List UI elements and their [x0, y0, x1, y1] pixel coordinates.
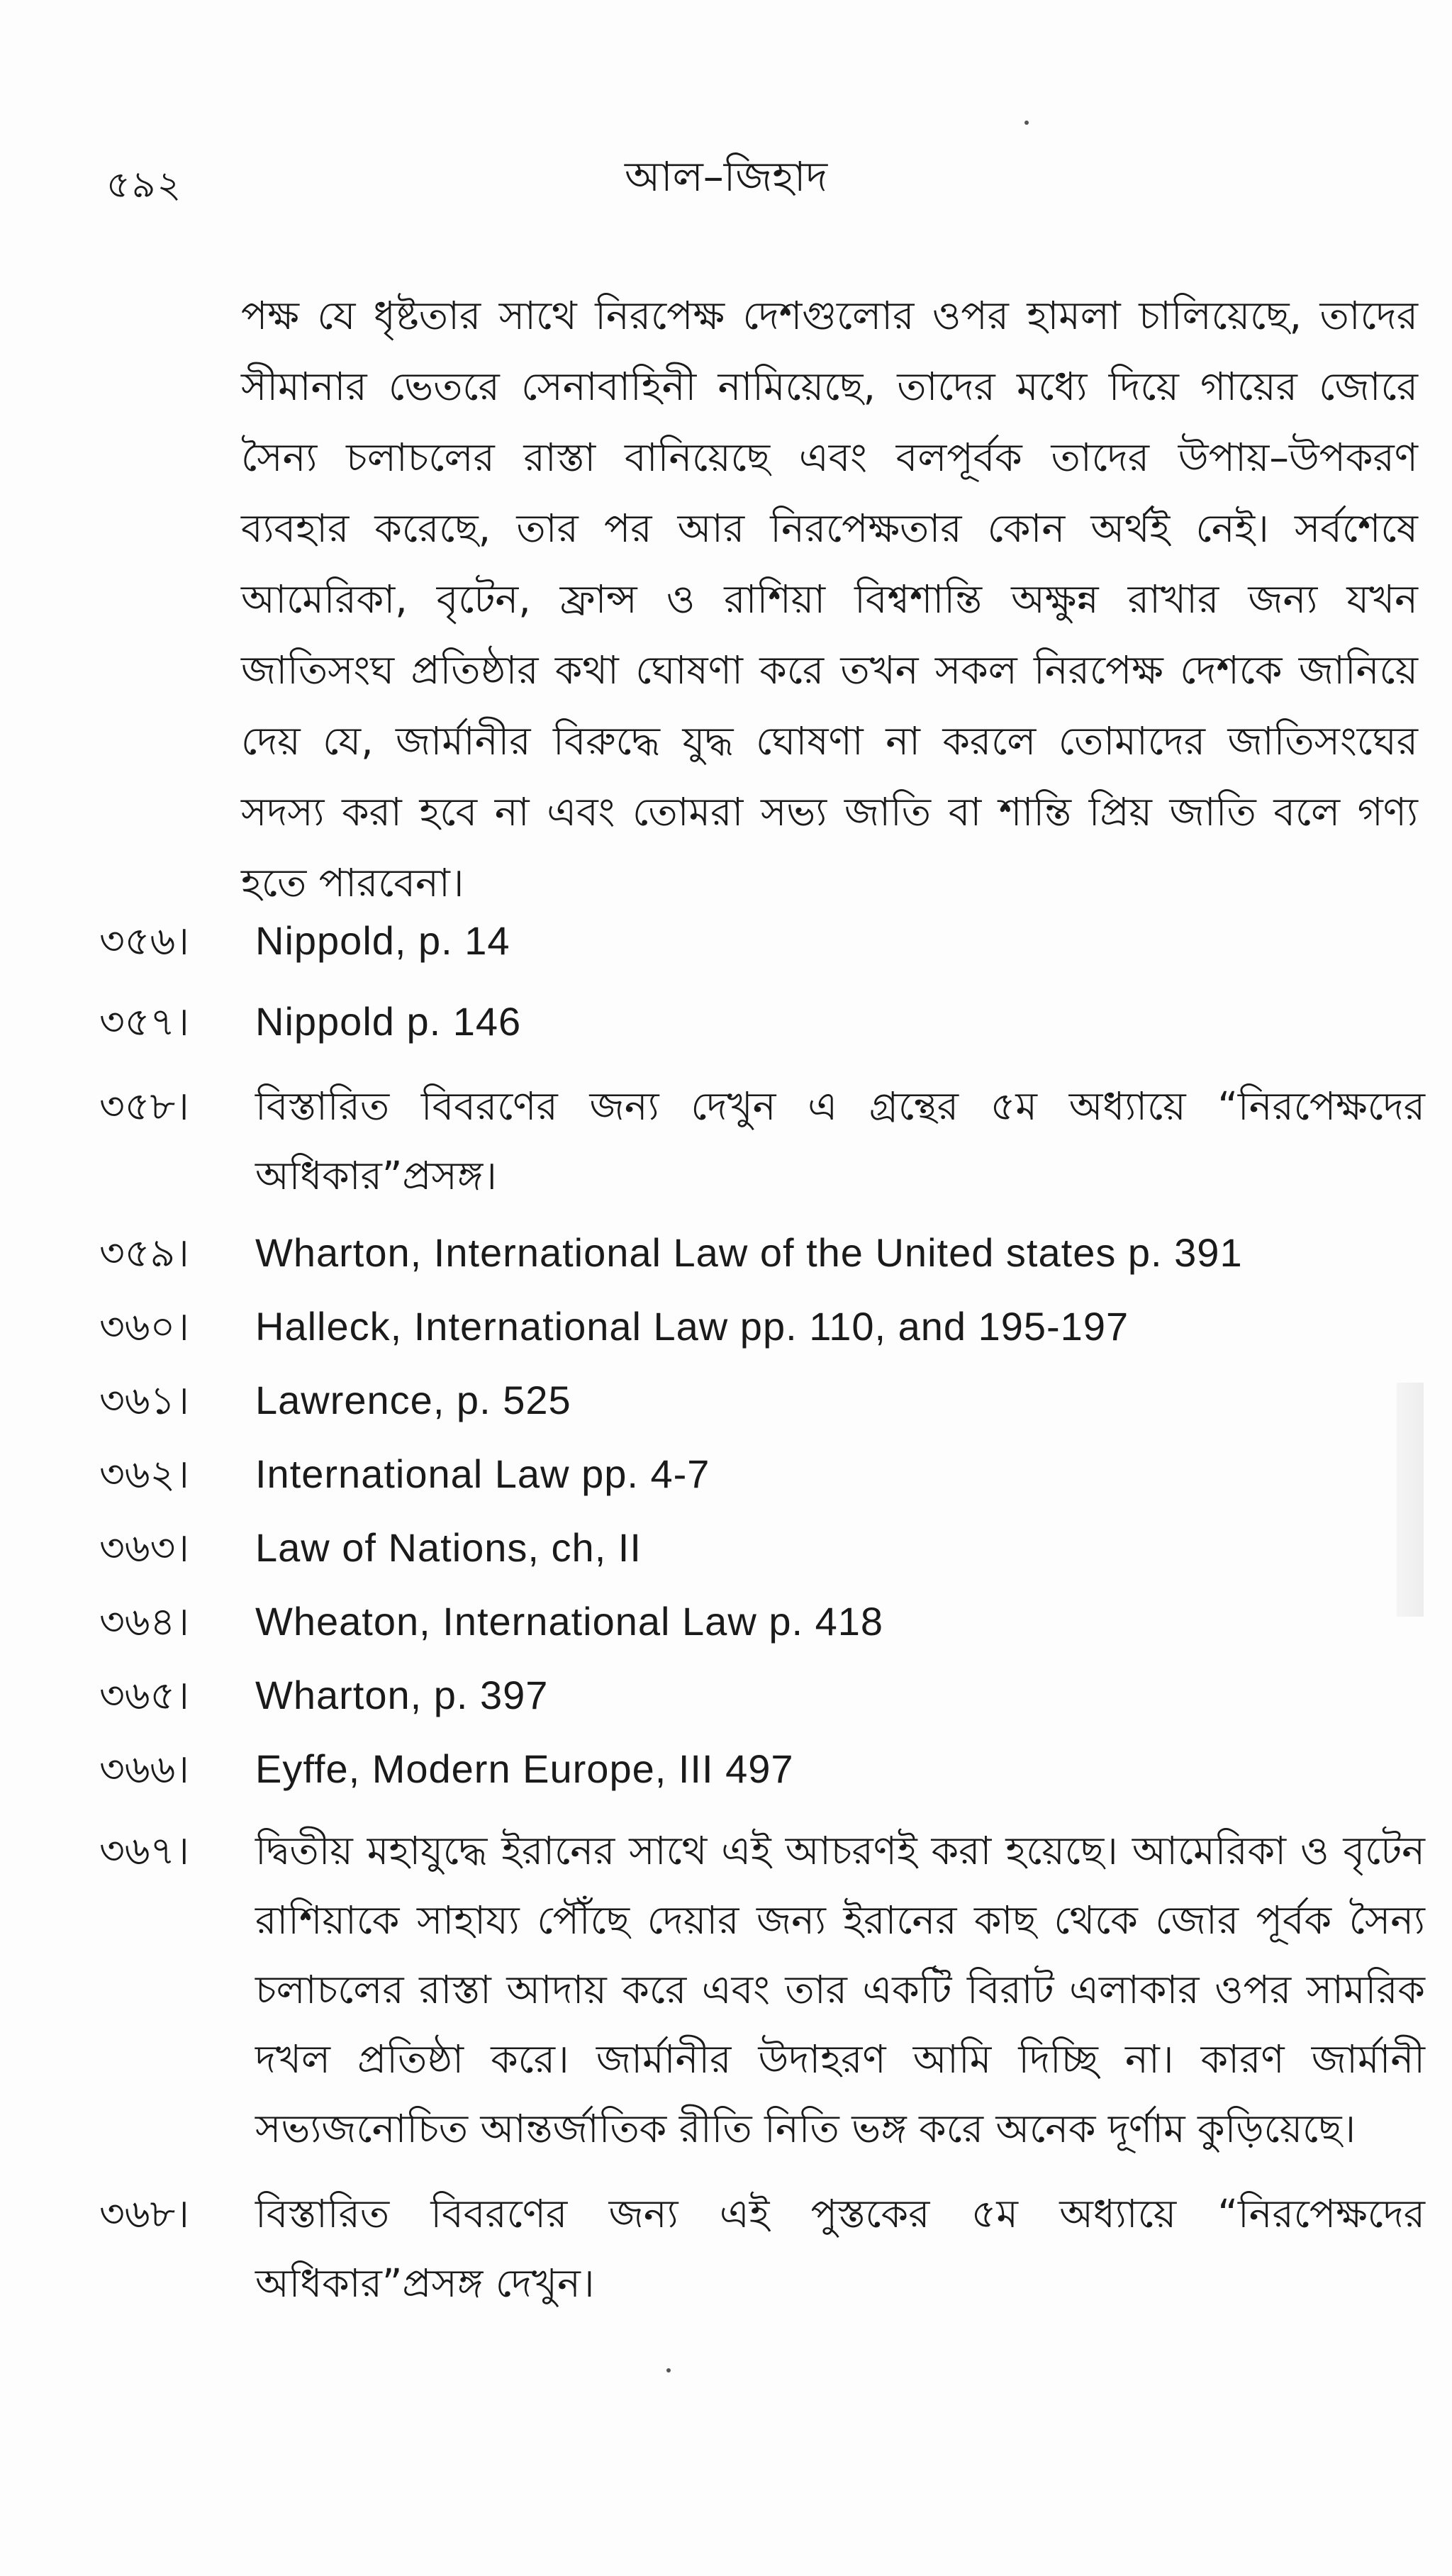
endnote-item [99, 1437, 1425, 1511]
endnote-number: ৩৫৯। [99, 1230, 189, 1276]
body-paragraph: পক্ষ যে ধৃষ্টতার সাথে নিরপেক্ষ দেশগুলোর ওপর হামলা চালিয়েছে, তাদের সীমানার ভেতরে সেনাবাহিনী নামিয়েছে, তাদের মধ্যে দিয়ে গায়ের জোরে সৈন্য চলাচলের রাস্তা বানিয়েছে এবং বলপূর্বক তাদের উপায়–উপকরণ ব্যবহার করেছে, তার পর আর নিরপেক্ষতার কোন অর্থই নেই। সর্বশেষে আমেরিকা, বৃটেন, ফ্রান্স ও রাশিয়া বিশ্বশান্তি অক্ষুন্ন রাখার জন্য যখন জাতিসংঘ প্রতিষ্ঠার কথা ঘোষণা করে তখন সকল নিরপেক্ষ দেশকে জানিয়ে দেয় যে, জার্মানীর বিরুদ্ধে যুদ্ধ ঘোষণা না করলে তোমাদের জাতিসংঘের সদস্য করা হবে না এবং তোমরা সভ্য জাতি বা শান্তি প্রিয় জাতি বলে গণ্য হতে পারবেনা। [241, 293, 1418, 905]
endnote-item [99, 1071, 1425, 1210]
endnote-number: ৩৬১। [99, 1378, 189, 1423]
endnote-item [99, 1816, 1425, 2163]
endnote-number: ৩৫৮। [99, 1083, 189, 1129]
endnote-text: Wharton, International Law of the United states p. 391 [255, 1230, 1243, 1275]
endnote-number: ৩৬০। [99, 1304, 189, 1349]
endnote-text: বিস্তারিত বিবরণের জন্য দেখুন এ গ্রন্থের ৫ম অধ্যায়ে “নিরপেক্ষদের অধিকার”প্রসঙ্গ। [255, 1083, 1425, 1198]
endnote-text: Nippold p. 146 [255, 999, 522, 1044]
endnote-item [99, 1364, 1425, 1437]
endnote-item [99, 1216, 1425, 1290]
ink-speck [1024, 121, 1029, 125]
endnote-item [99, 1658, 1425, 1732]
endnote-number: ৩৫৭। [99, 999, 189, 1044]
endnote-number: ৩৬৮। [99, 2191, 189, 2236]
endnote-number: ৩৬৪। [99, 1599, 189, 1644]
endnote-text: Nippold, p. 14 [255, 918, 510, 963]
endnote-number: ৩৬৬। [99, 1746, 189, 1792]
endnote-item [99, 2179, 1425, 2318]
endnote-item [99, 1732, 1425, 1806]
endnotes-list [99, 904, 1425, 2324]
endnote-text: Halleck, International Law pp. 110, and 195-197 [255, 1304, 1129, 1349]
endnote-number: ৩৬৫। [99, 1673, 189, 1718]
endnote-number: ৩৫৬। [99, 918, 189, 964]
endnote-item [99, 1585, 1425, 1658]
endnote-text: Eyffe, Modern Europe, III 497 [255, 1746, 794, 1791]
endnote-text: International Law pp. 4-7 [255, 1451, 710, 1496]
scan-artifact [1397, 1383, 1424, 1617]
endnote-number: ৩৬৩। [99, 1525, 189, 1571]
page-number: ৫৯২ [106, 164, 183, 206]
ink-speck [666, 2368, 671, 2373]
running-title: আল–জিহাদ [624, 152, 828, 201]
endnote-item [99, 1290, 1425, 1364]
endnote-number: ৩৬২। [99, 1451, 189, 1497]
endnote-text: দ্বিতীয় মহাযুদ্ধে ইরানের সাথে এই আচরণই করা হয়েছে। আমেরিকা ও বৃটেন রাশিয়াকে সাহায্য পৌঁছে দেয়ার জন্য ইরানের কাছ থেকে জোর পূর্বক সৈন্য চলাচলের রাস্তা আদায় করে এবং তার একটি বিরাট এলাকার ওপর সামরিক দখল প্রতিষ্ঠা করে। জার্মানীর উদাহরণ আমি দিচ্ছি না। কারণ জার্মানী সভ্যজনোচিত আন্তর্জাতিক রীতি নিতি ভঙ্গ করে অনেক দূর্ণাম কুড়িয়েছে। [255, 1828, 1425, 2151]
endnote-item [99, 904, 1425, 978]
endnote-item [99, 1511, 1425, 1585]
endnote-text: Wheaton, International Law p. 418 [255, 1599, 884, 1644]
endnote-text: বিস্তারিত বিবরণের জন্য এই পুস্তকের ৫ম অধ্যায়ে “নিরপেক্ষদের অধিকার”প্রসঙ্গ দেখুন। [255, 2191, 1425, 2306]
endnote-item [99, 985, 1425, 1059]
endnote-number: ৩৬৭। [99, 1828, 189, 1873]
endnote-text: Wharton, p. 397 [255, 1673, 549, 1717]
endnote-text: Law of Nations, ch, II [255, 1525, 642, 1570]
endnote-text: Lawrence, p. 525 [255, 1378, 571, 1422]
